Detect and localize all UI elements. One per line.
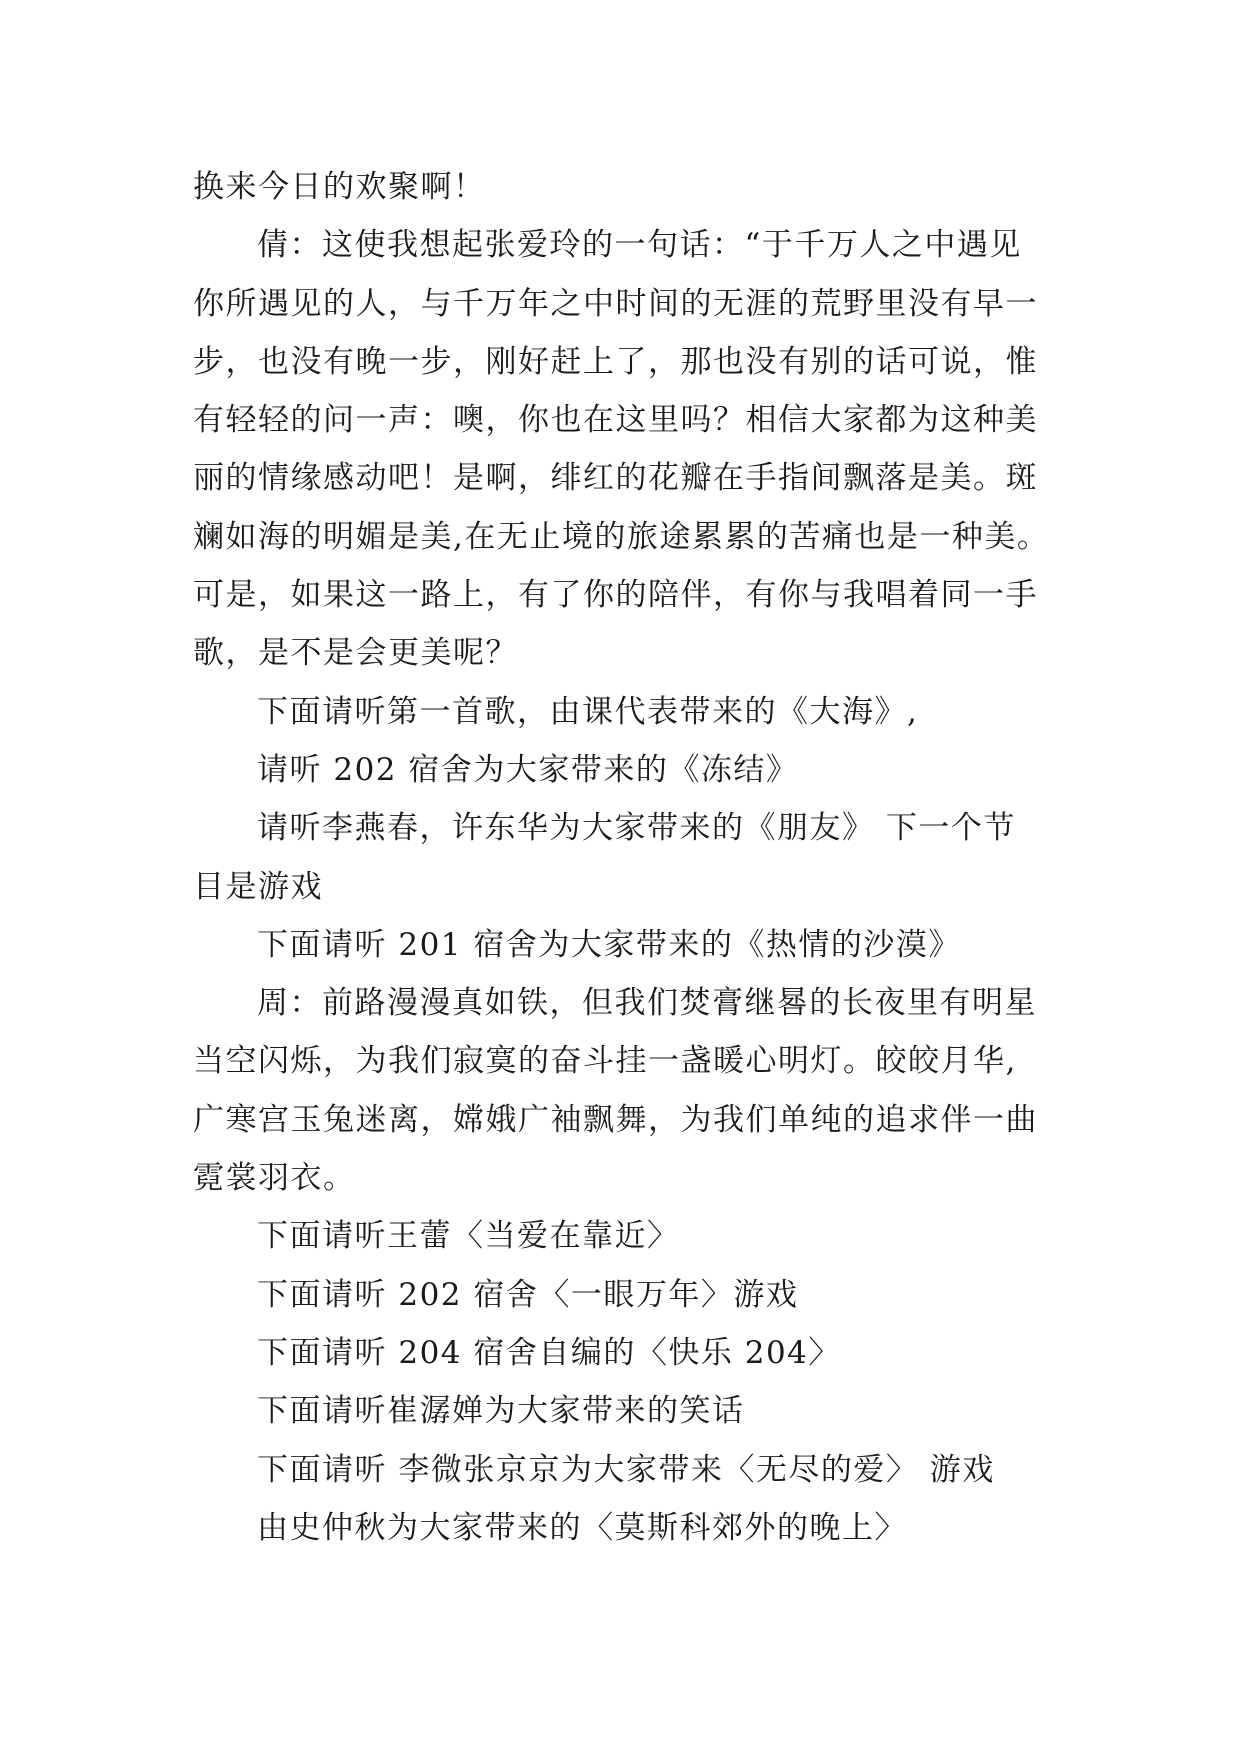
- text-line: 当空闪烁，为我们寂寞的奋斗挂一盏暖心明灯。皎皎月华,: [193, 1043, 1017, 1080]
- paragraph: [193, 683, 1078, 741]
- text-line: 换来今日的欢聚啊！: [193, 169, 486, 205]
- paragraph: [193, 1441, 1078, 1499]
- paragraph: [193, 1499, 1078, 1557]
- text-line: 霓裳羽衣。: [193, 1160, 356, 1197]
- text-line: 下面请听 204 宿舍自编的〈快乐 204〉: [257, 1334, 841, 1371]
- text-line: 斓如海的明媚是美,在无止境的旅途累累的苦痛也是一种美。: [193, 518, 1050, 555]
- text-line: 请听李燕春，许东华为大家带来的《朋友》 下一个节: [257, 810, 1016, 847]
- paragraph: [193, 1266, 1078, 1324]
- text-line: 下面请听 李微张京京为大家带来〈无尽的爱〉 游戏: [257, 1451, 995, 1488]
- paragraph: [193, 741, 1078, 799]
- paragraph: [193, 916, 1078, 974]
- text-line: 可是，如果这一路上，有了你的陪伴，有你与我唱着同一手: [193, 577, 1038, 614]
- text-line: 你所遇见的人，与千万年之中时间的无涯的荒野里没有早一: [193, 285, 1038, 322]
- text-line: 步，也没有晚一步，刚好赶上了，那也没有别的话可说，惟: [193, 343, 1038, 380]
- text-line: 有轻轻的问一声：噢，你也在这里吗？相信大家都为这种美: [193, 402, 1038, 439]
- text-line: 歌，是不是会更美呢？: [193, 635, 518, 672]
- paragraph: [193, 1324, 1078, 1382]
- text-line: 请听 202 宿舍为大家带来的《冻结》: [257, 751, 799, 788]
- paragraph: [193, 216, 1078, 682]
- paragraph: [193, 799, 1078, 916]
- text-line: 下面请听 202 宿舍〈一眼万年〉游戏: [257, 1276, 799, 1313]
- text-line: 由史仲秋为大家带来的〈莫斯科郊外的晚上〉: [257, 1509, 907, 1546]
- text-line: 目是游戏: [193, 868, 323, 905]
- document-body: [193, 158, 1078, 1557]
- text-line: 周：前路漫漫真如铁，但我们焚膏继晷的长夜里有明星: [257, 985, 1037, 1022]
- text-line: 倩：这使我想起张爱玲的一句话：“于千万人之中遇见: [257, 227, 1022, 264]
- paragraph: [193, 1207, 1078, 1265]
- paragraph: [193, 158, 1078, 216]
- text-line: 下面请听第一首歌，由课代表带来的《大海》,: [257, 693, 919, 730]
- text-line: 下面请听 201 宿舍为大家带来的《热情的沙漠》: [257, 926, 961, 963]
- text-line: 丽的情缘感动吧！是啊，绯红的花瓣在手指间飘落是美。斑: [193, 460, 1038, 497]
- text-line: 下面请听王蕾〈当爱在靠近〉: [257, 1218, 680, 1255]
- paragraph: [193, 974, 1078, 1207]
- text-line: 下面请听崔潺婵为大家带来的笑话: [257, 1393, 745, 1430]
- paragraph: [193, 1382, 1078, 1440]
- text-line: 广寒宫玉兔迷离，嫦娥广袖飘舞，为我们单纯的追求伴一曲: [193, 1101, 1038, 1138]
